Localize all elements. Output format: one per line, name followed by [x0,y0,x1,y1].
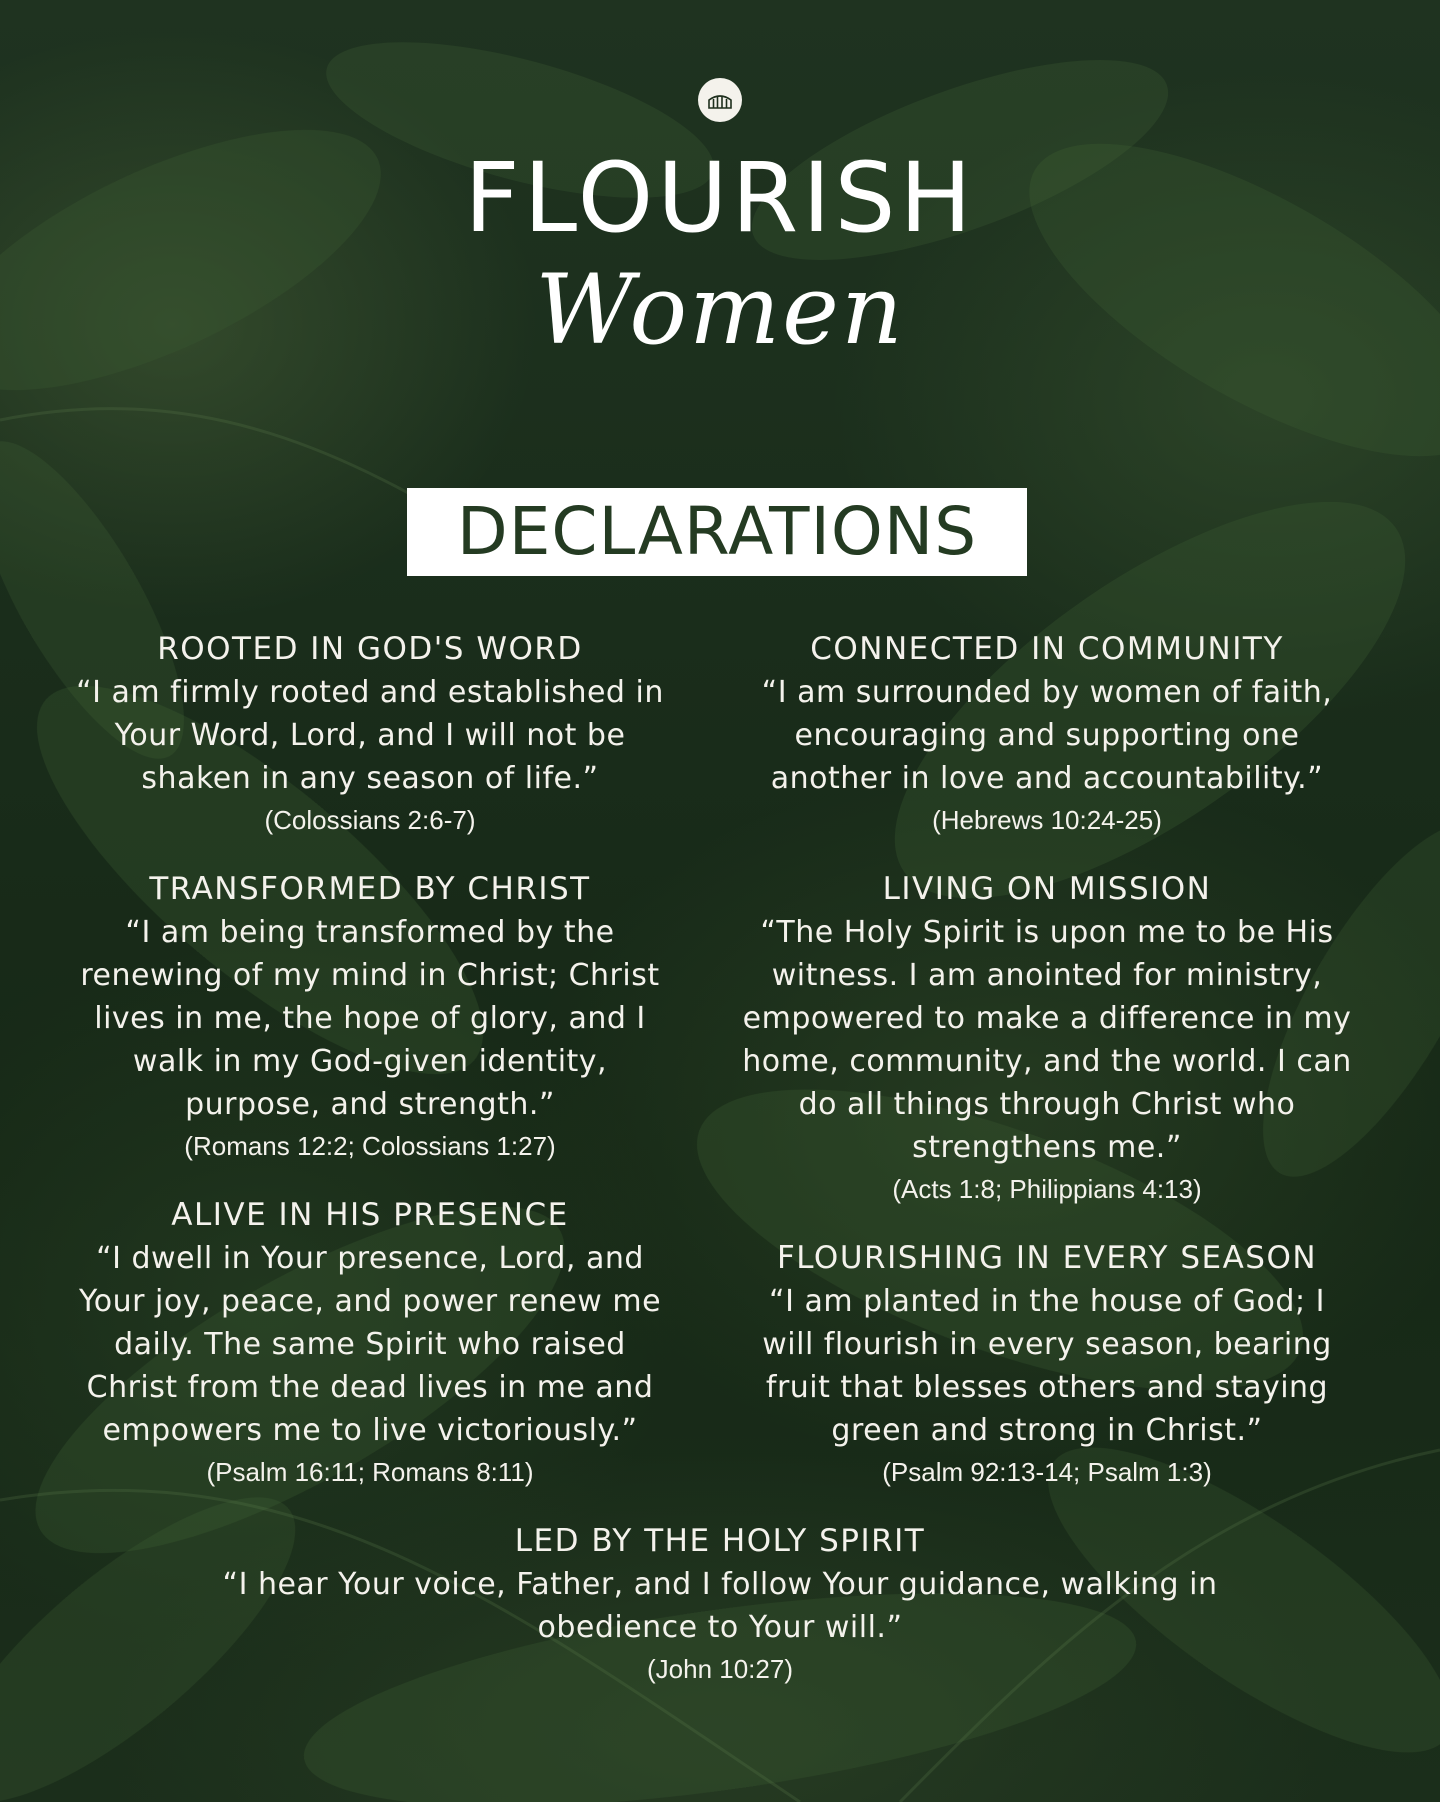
declaration-reference: (Psalm 92:13-14; Psalm 1:3) [882,1457,1212,1487]
banner-label: DECLARATIONS [456,493,978,570]
declaration-title: LED BY THE HOLY SPIRIT [514,1523,926,1559]
title-flourish: FLOURISH [464,142,976,254]
declaration-rooted [64,628,676,840]
declaration-title: ROOTED IN GOD'S WORD [157,631,583,667]
church-logo-icon [698,78,742,122]
declaration-reference: (Acts 1:8; Philippians 4:13) [892,1174,1202,1204]
declaration-reference: (Colossians 2:6-7) [264,805,476,835]
declaration-led-by-spirit [220,1520,1220,1689]
declaration-text: “The Holy Spirit is upon me to be His witness. I am anointed for ministry, empowered to make a difference in my home, community, and the world. I can do all things through Christ who strengthens me.” [742,915,1352,1165]
declaration-title: ALIVE IN HIS PRESENCE [171,1197,569,1233]
declaration-title: CONNECTED IN COMMUNITY [810,631,1284,667]
declaration-reference: (John 10:27) [647,1654,793,1684]
declaration-text: “I am planted in the house of God; I will flourish in every season, bearing fruit that blesses others and staying green and strong in Christ.” [762,1284,1332,1448]
declaration-alive [64,1194,676,1492]
right-column [740,628,1354,1520]
declaration-text: “I am being transformed by the renewing of my mind in Christ; Christ lives in me, the hope of glory, and I walk in my God-given identity, purpose, and strength.” [80,915,660,1122]
declaration-title: LIVING ON MISSION [882,871,1212,907]
declaration-title: TRANSFORMED BY CHRIST [149,871,591,907]
declaration-text: “I am firmly rooted and established in Your Word, Lord, and I will not be shaken in any season of life.” [76,675,664,796]
declaration-title: FLOURISHING IN EVERY SEASON [776,1240,1318,1276]
left-column [64,628,676,1520]
declaration-transformed [64,868,676,1166]
declaration-connected [740,628,1354,840]
declaration-reference: (Hebrews 10:24-25) [932,805,1162,835]
declaration-text: “I hear Your voice, Father, and I follow Your guidance, walking in obedience to Your will.” [222,1567,1218,1645]
declaration-text: “I dwell in Your presence, Lord, and Your joy, peace, and power renew me daily. The same Spirit who raised Christ from the dead lives in me and empowers me to live victoriously.” [78,1241,662,1448]
title-women: Women [535,254,905,366]
declaration-reference: (Romans 12:2; Colossians 1:27) [184,1131,556,1161]
declaration-reference: (Psalm 16:11; Romans 8:11) [206,1457,534,1487]
declaration-text: “I am surrounded by women of faith, encouraging and supporting one another in love and accountability.” [761,675,1333,796]
declaration-flourishing [740,1237,1354,1492]
declarations-banner [407,488,1027,576]
declaration-mission [740,868,1354,1209]
